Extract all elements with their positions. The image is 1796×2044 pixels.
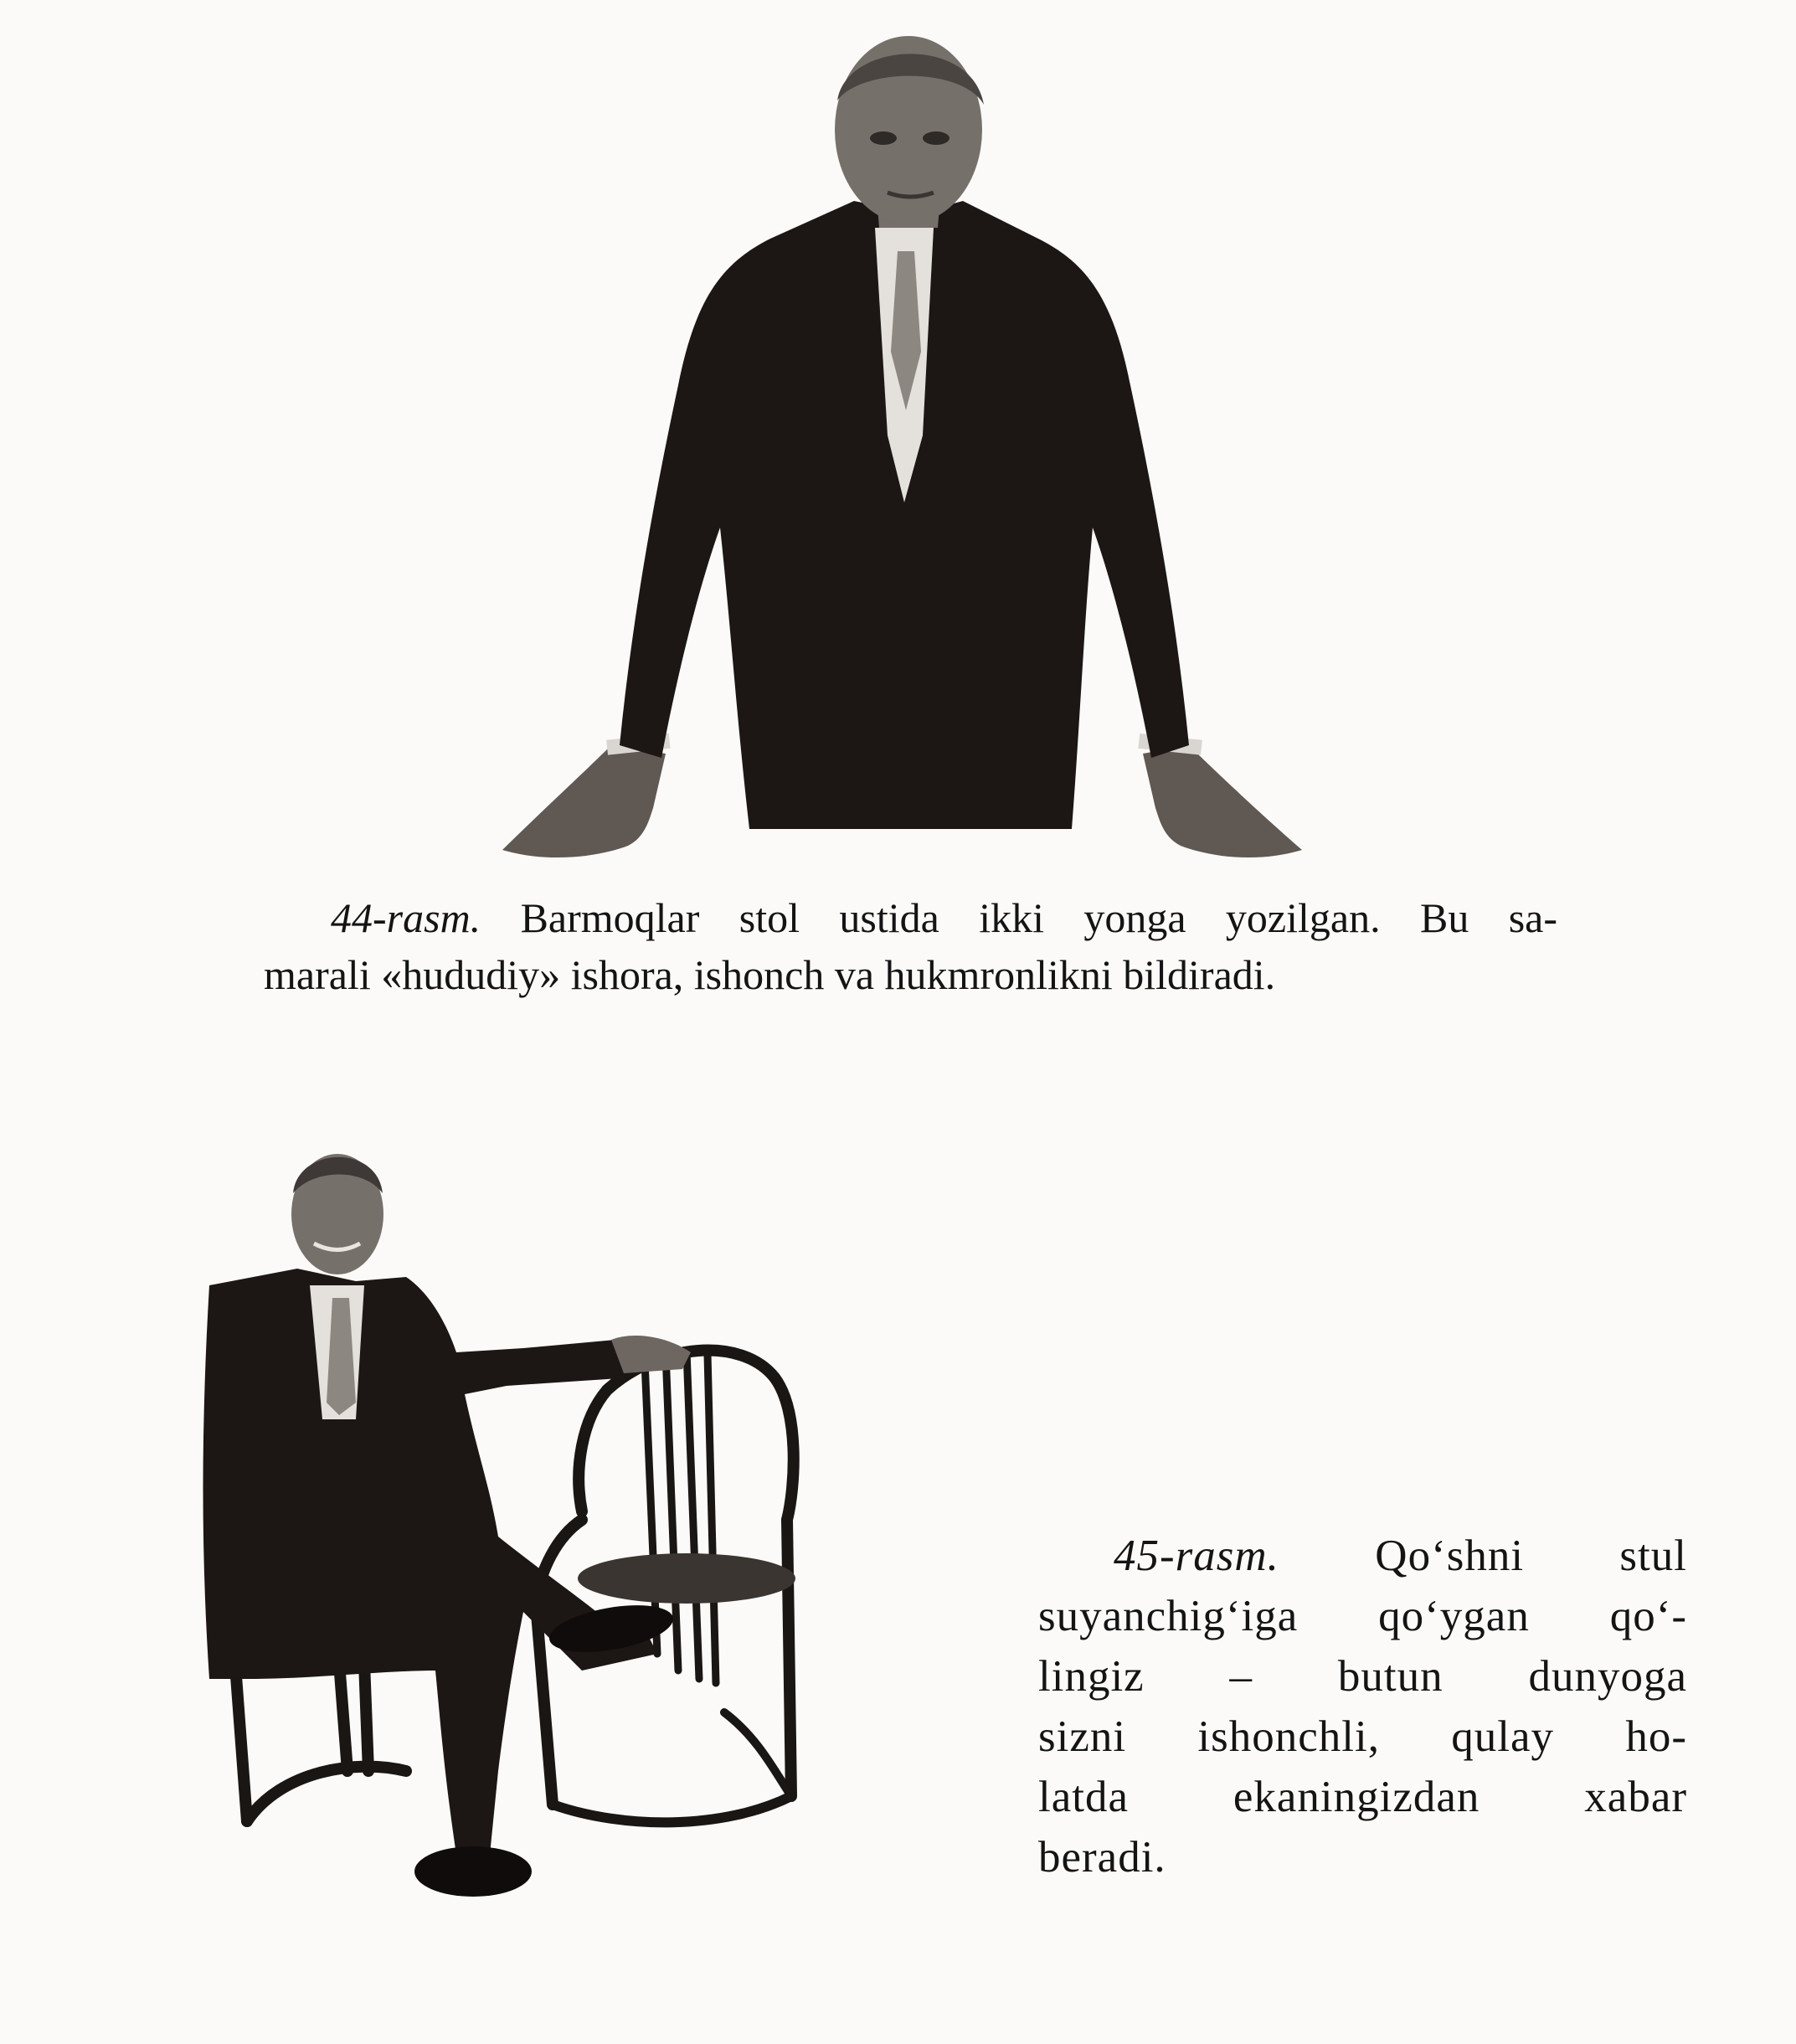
man-leaning-on-table-illustration	[494, 33, 1315, 862]
man-sitting-with-arm-on-chair-illustration	[188, 1135, 967, 1930]
caption-45-line-4: sizni ishonchli, qulay ho-	[1038, 1712, 1687, 1761]
caption-45-line-1: 45-rasm. Qo‘shni stul	[1114, 1532, 1687, 1580]
chair-seat	[578, 1553, 795, 1604]
left-hand	[502, 745, 666, 857]
seated-man-suit	[203, 1269, 658, 1855]
figure-44-photo	[494, 33, 1315, 862]
front-shoe	[414, 1846, 532, 1897]
caption-45-line-3: lingiz – butun dunyoga	[1038, 1652, 1687, 1701]
figure-45-caption	[1038, 1526, 1687, 1887]
caption-44-line-2: marali «hududiy» ishora, ishonch va hukmronlikni bildiradi.	[264, 951, 1276, 998]
caption-45-line-5: latda ekaningizdan xabar	[1038, 1773, 1687, 1821]
figure-45-label: 45-rasm.	[1114, 1532, 1279, 1580]
figure-45-photo	[188, 1135, 967, 1930]
right-hand	[1143, 745, 1302, 857]
caption-45-line-2: suyanchig‘iga qo‘ygan qo‘-	[1038, 1592, 1687, 1640]
figure-44-caption	[264, 889, 1557, 1003]
figure-44-label: 44-rasm.	[331, 894, 481, 941]
caption-44-line-1: 44-rasm. Barmoqlar stol ustida ikki yonga yozilgan. Bu sa-	[331, 894, 1557, 941]
caption-45-line-6: beradi.	[1038, 1833, 1166, 1882]
